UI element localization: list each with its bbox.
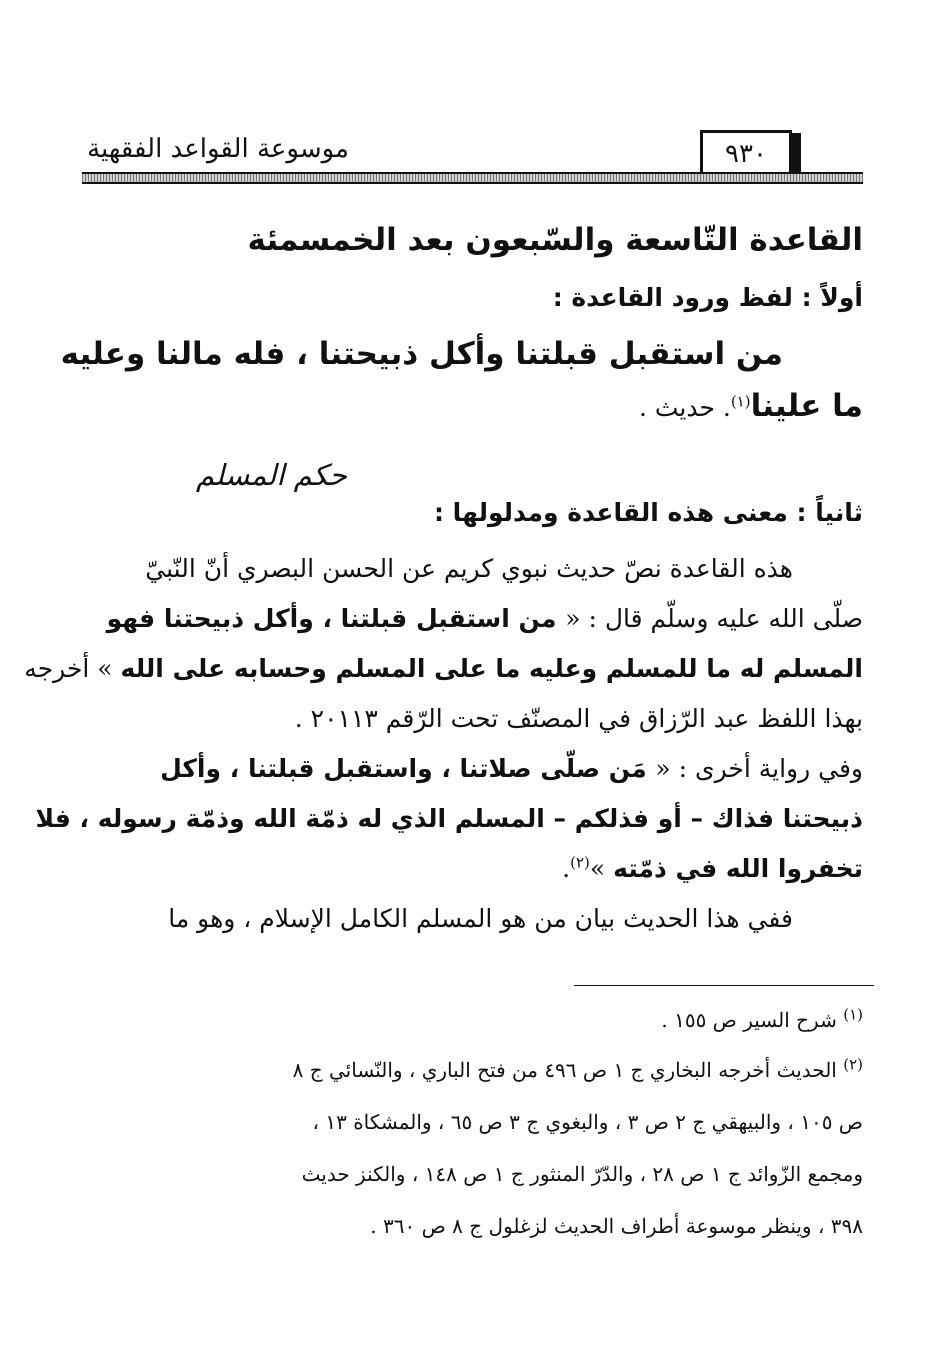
section2-label: ثانياً : معنى هذه القاعدة ومدلولها :: [433, 498, 863, 527]
footnote-1-mark: (١): [843, 1005, 863, 1024]
rule-heading: القاعدة التّاسعة والسّبعون بعد الخمسمئة: [247, 222, 863, 258]
para1-line4: بهذا اللفظ عبد الرّزاق في المصنّف تحت الرّقم ٢٠١١٣ .: [294, 704, 863, 733]
para2-line1-bold: مَن صلّى صلاتنا ، واستقبل قبلتنا ، وأكل: [160, 754, 656, 783]
para1-line3: [24, 654, 863, 684]
footnote-2-text-line1: الحديث أخرجه البخاري ج ١ ص ٤٩٦ من فتح الباري ، والنّسائي ج ٨: [292, 1058, 837, 1082]
para1-line3-bold: المسلم له ما للمسلم وعليه ما على المسلم وحسابه على الله: [120, 654, 863, 683]
rule-text-bold: ما علينا: [750, 388, 863, 424]
footnote-2-line2: ص ١٠٥ ، والبيهقي ج ٢ ص ٣ ، والبغوي ج ٣ ص ٦٥ ، والمشكاة ١٣ ،: [312, 1110, 863, 1134]
section1-label: أولاً : لفظ ورود القاعدة :: [552, 283, 863, 312]
footnote-ref-2[interactable]: (٢): [570, 853, 590, 872]
running-title: موسوعة القواعد الفقهية: [87, 134, 349, 164]
handwritten-note: حكم المسلم: [196, 458, 347, 492]
para2-line3-plain: »: [589, 854, 614, 883]
footnote-1-text: شرح السير ص ١٥٥ .: [661, 1008, 837, 1032]
para2-line3: [562, 854, 863, 884]
para1-line3-plain: » أخرجه: [24, 654, 121, 683]
footnote-2-line3: ومجمع الزّوائد ج ١ ص ٢٨ ، والدّرّ المنثور ج ١ ص ١٤٨ ، والكنز حديث: [301, 1162, 863, 1186]
header-rule: [82, 172, 863, 184]
footnote-ref-1[interactable]: (١): [730, 392, 751, 411]
para2-line2: ذبيحتنا فذاك – أو فذلكم – المسلم الذي له ذمّة الله وذمّة رسوله ، فلا: [35, 804, 863, 833]
footnote-2-mark: (٢): [843, 1055, 863, 1074]
para2-line3-bold: تخفروا الله في ذمّته: [613, 854, 863, 883]
page-number: ٩٣٠: [700, 130, 792, 174]
rule-text-line1: من استقبل قبلتنا وأكل ذبيحتنا ، فله مالنا وعليه: [60, 336, 783, 372]
para1-line1: هذه القاعدة نصّ حديث نبوي كريم عن الحسن البصري أنّ النّبيّ: [145, 554, 793, 583]
para2-line1: [160, 754, 863, 784]
para1-line2-bold: من استقبل قبلتنا ، وأكل ذبيحتنا فهو: [106, 604, 566, 633]
footnote-1: [661, 1005, 863, 1032]
para3-line1: ففي هذا الحديث بيان من هو المسلم الكامل الإسلام ، وهو ما: [168, 904, 793, 933]
footnote-2-line4: ٣٩٨ ، وينظر موسوعة أطراف الحديث لزغلول ج ٨ ص ٣٦٠ .: [370, 1214, 863, 1238]
para2-line1-plain: وفي رواية أخرى : «: [655, 754, 863, 783]
para2-line3-end: .: [562, 854, 571, 883]
footnote-2-line1: [292, 1055, 863, 1082]
rule-text-tail: . حديث .: [638, 393, 731, 422]
para1-line2: [107, 604, 863, 634]
para1-line2-plain: صلّى الله عليه وسلّم قال : «: [565, 604, 863, 633]
footnote-separator: [574, 985, 874, 986]
rule-text-line2: [639, 388, 863, 425]
